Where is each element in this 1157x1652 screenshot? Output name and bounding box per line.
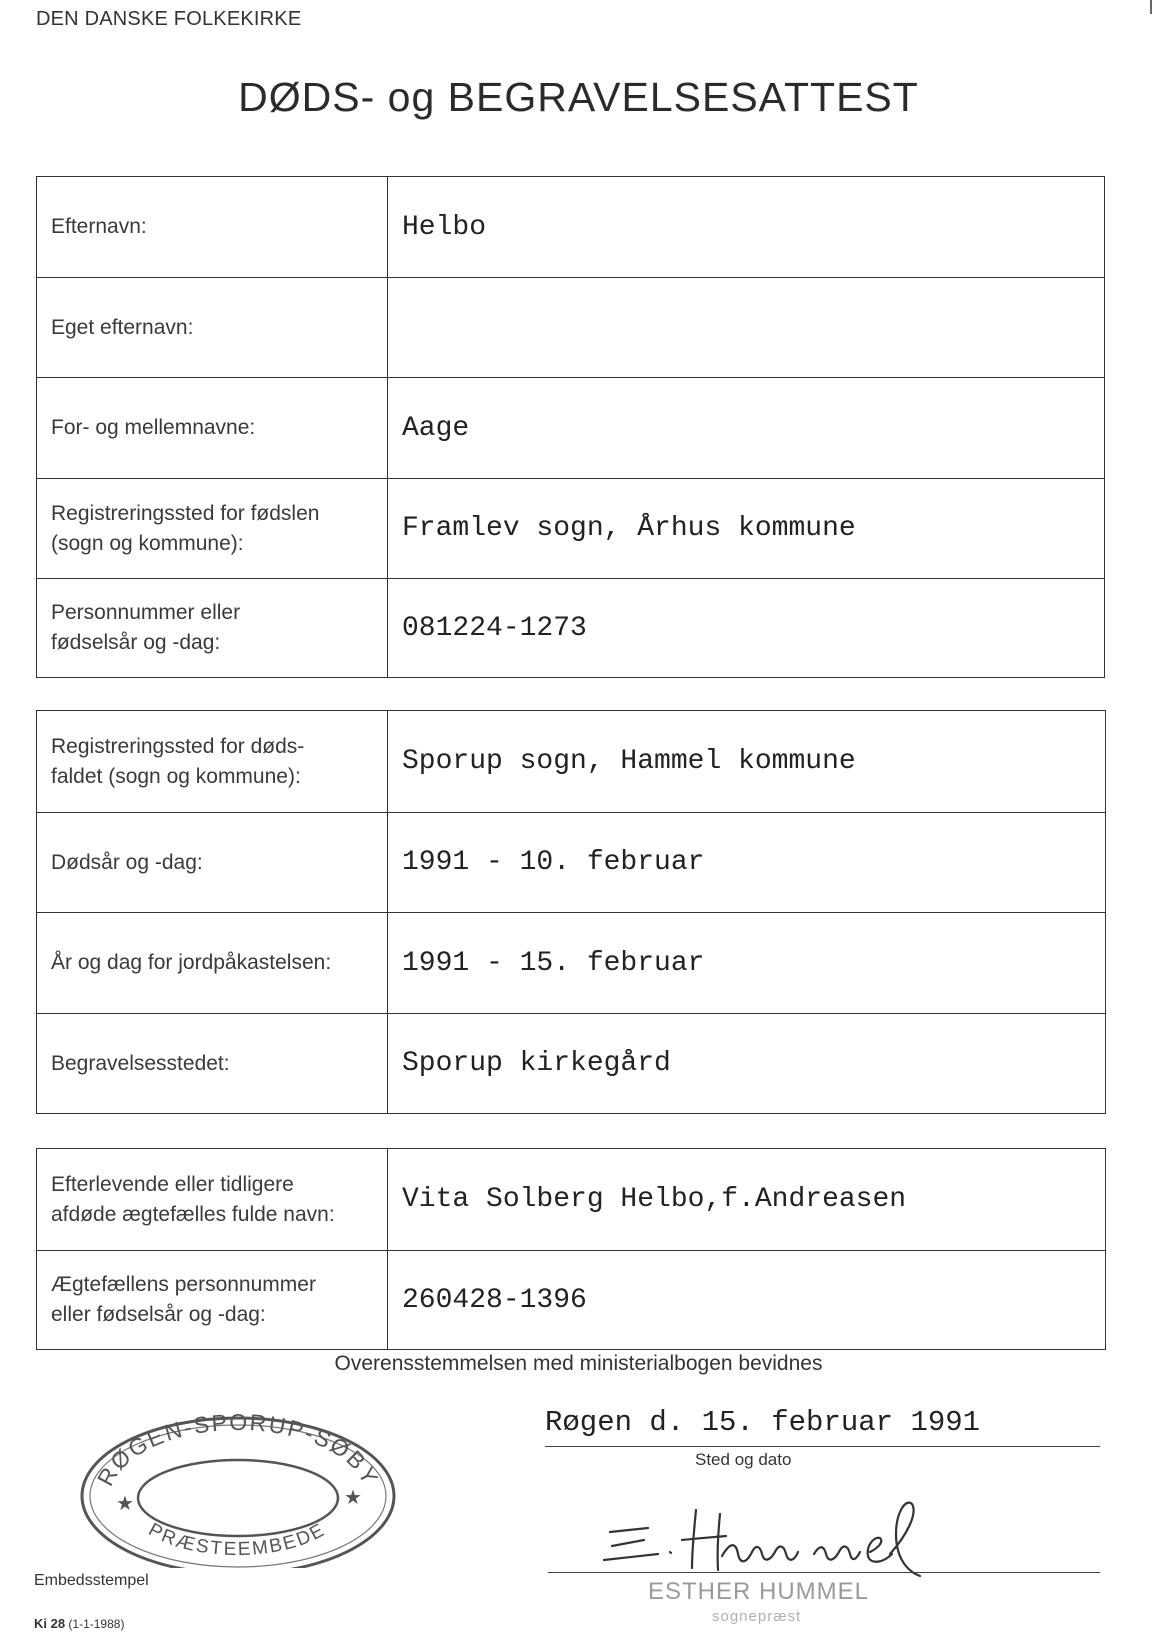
- form-code: Ki 28: [34, 1616, 66, 1631]
- field-label: Begravelsesstedet:: [37, 1014, 388, 1114]
- row-death-registration: [37, 711, 1106, 813]
- field-value: Helbo: [388, 177, 1105, 278]
- stamp-star-left-icon: ★: [116, 1493, 134, 1515]
- document-title: DØDS- og BEGRAVELSESATTEST: [238, 74, 919, 120]
- field-label: Dødsår og -dag:: [37, 813, 388, 913]
- label-line: fødselsår og -dag:: [51, 631, 221, 654]
- row-own-surname: [37, 278, 1105, 378]
- edge-mark: [1150, 0, 1152, 14]
- label-line: afdøde ægtefælles fulde navn:: [51, 1202, 335, 1226]
- row-burial-place: [37, 1014, 1106, 1114]
- field-label: Eget efternavn:: [37, 278, 388, 378]
- form-reference: [34, 1616, 124, 1631]
- field-label: [37, 579, 388, 678]
- row-burial-date: [37, 913, 1106, 1014]
- field-value: Sporup kirkegård: [388, 1014, 1106, 1114]
- organization-name: DEN DANSKE FOLKEKIRKE: [36, 8, 302, 30]
- field-value: 1991 - 10. februar: [388, 813, 1106, 913]
- field-value: Sporup sogn, Hammel kommune: [388, 711, 1106, 813]
- spouse-section: [36, 1148, 1106, 1350]
- confirmation-text: Overensstemmelsen med ministerialbogen bevidnes: [334, 1352, 823, 1375]
- row-given-names: [37, 378, 1105, 479]
- place-and-date: Røgen d. 15. februar 1991: [545, 1406, 981, 1439]
- row-surname: [37, 177, 1105, 278]
- row-spouse-number: [37, 1251, 1106, 1350]
- field-value: 260428-1396: [388, 1251, 1106, 1350]
- field-label: [37, 479, 388, 579]
- field-label: For- og mellemnavne:: [37, 378, 388, 479]
- label-line: Registreringssted for døds-: [51, 734, 305, 758]
- field-value: 1991 - 15. februar: [388, 913, 1106, 1014]
- field-label: Efternavn:: [37, 177, 388, 278]
- field-label: [37, 1251, 388, 1350]
- field-label: [37, 711, 388, 813]
- row-spouse-name: [37, 1149, 1106, 1251]
- place-date-line: [545, 1446, 1100, 1447]
- stamp-top-text: RØGEN-SPORUP-SØBY: [91, 1408, 385, 1491]
- label-line: Registreringssted for fødslen: [51, 501, 320, 525]
- signer-name-stamp: ESTHER HUMMEL: [648, 1578, 870, 1605]
- signature-graphic: [600, 1490, 960, 1590]
- stamp-center-oval: [138, 1460, 338, 1536]
- label-line: Ægtefællens personnummer: [51, 1273, 316, 1296]
- label-line: Personnummer eller: [51, 601, 241, 624]
- official-stamp: [72, 1398, 402, 1568]
- field-value: [388, 278, 1105, 378]
- signer-title-stamp: sognepræst: [712, 1608, 802, 1625]
- form-date: (1-1-1988): [68, 1617, 125, 1631]
- label-line: faldet (sogn og kommune):: [51, 764, 301, 788]
- place-date-caption: Sted og dato: [695, 1450, 792, 1469]
- field-value: Vita Solberg Helbo,f.Andreasen: [388, 1149, 1106, 1251]
- row-death-date: [37, 813, 1106, 913]
- death-section: [36, 710, 1106, 1114]
- label-line: (sogn og kommune):: [51, 531, 244, 555]
- stamp-bottom-text: PRÆSTEEMBEDE: [144, 1519, 330, 1561]
- field-label: [37, 1149, 388, 1251]
- label-line: Efterlevende eller tidligere: [51, 1172, 294, 1196]
- label-line: eller fødselsår og -dag:: [51, 1303, 266, 1326]
- field-label: År og dag for jordpåkastelsen:: [37, 913, 388, 1014]
- person-section: [36, 176, 1105, 678]
- field-value: Framlev sogn, Århus kommune: [388, 479, 1105, 579]
- field-value: 081224-1273: [388, 579, 1105, 678]
- signature-line: [548, 1572, 1100, 1573]
- row-personal-number: [37, 579, 1105, 678]
- stamp-caption: Embedsstempel: [34, 1572, 149, 1589]
- field-value: Aage: [388, 378, 1105, 479]
- row-birth-registration: [37, 479, 1105, 579]
- stamp-star-right-icon: ★: [344, 1487, 362, 1509]
